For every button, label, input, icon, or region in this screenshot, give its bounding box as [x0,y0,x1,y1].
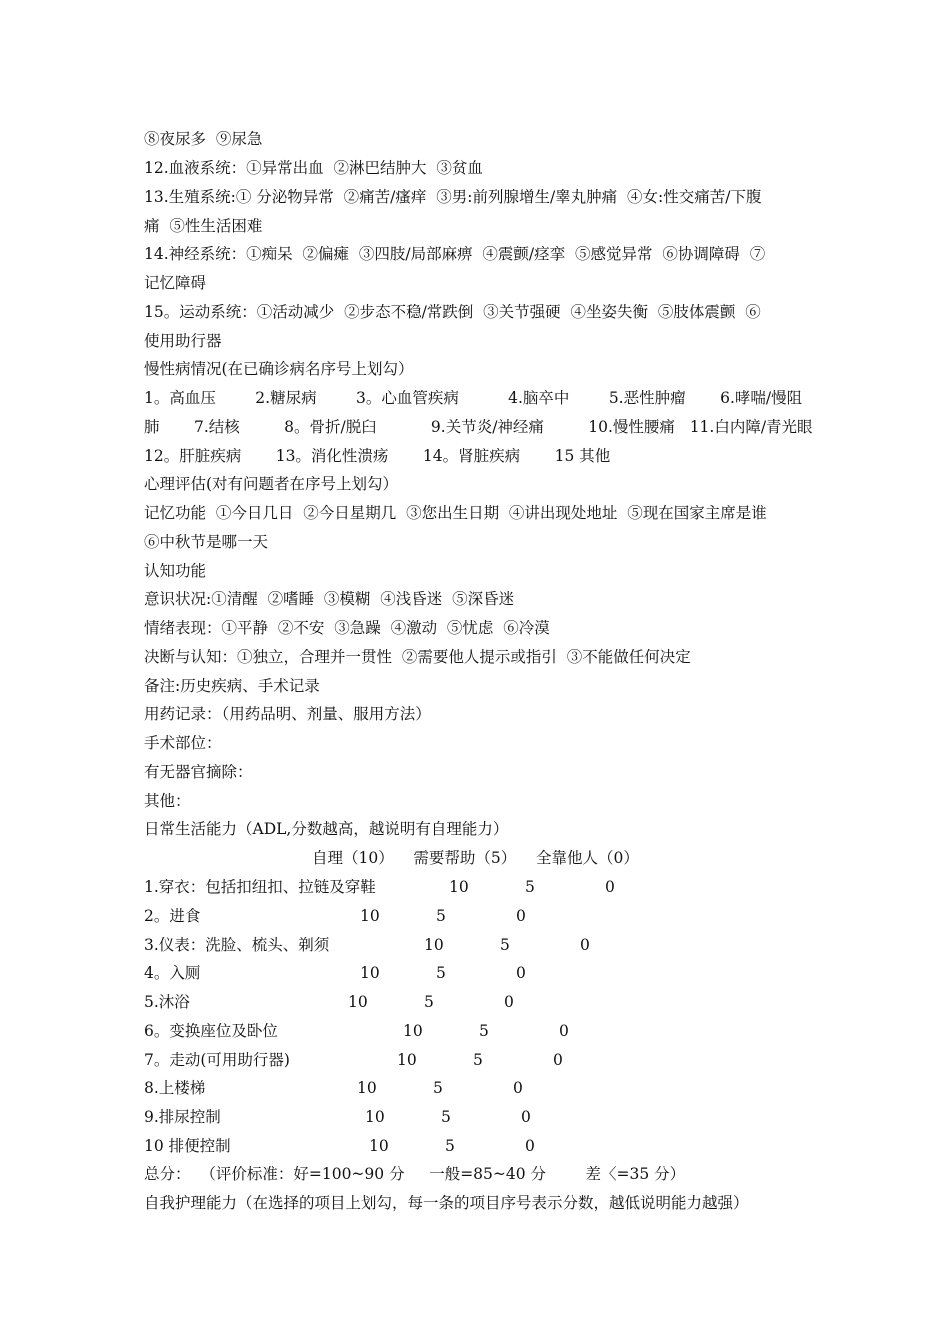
text-line: 肺 7.结核 8。骨折/脱臼 9.关节炎/神经痛 10.慢性腰痛 11.白内障/青光眼 [144,418,813,436]
text-line: 情绪表现：①平静 ②不安 ③急躁 ④激动 ⑤忧虑 ⑥冷漠 [144,619,550,637]
score-0: 0 [516,964,526,982]
score-5: 5 [445,1137,455,1155]
adl-row [0,1050,950,1070]
text-line: 15。运动系统：①活动减少 ②步态不稳/常跌倒 ③关节强硬 ④坐姿失衡 ⑤肢体震颤 ⑥ [144,303,761,321]
score-5: 5 [436,907,446,925]
score-5: 5 [473,1051,483,1069]
score-10: 10 [360,964,380,982]
adl-row [0,992,950,1012]
text-line: 14.神经系统：①痴呆 ②偏瘫 ③四肢/局部麻痹 ④震颤/痉挛 ⑤感觉异常 ⑥协调障碍 ⑦ [144,245,766,263]
text-line: 其他： [144,792,191,810]
total-score-line: 总分： （评价标准：好=100~90 分 一般=85~40 分 差〈=35 分） [144,1165,686,1183]
score-10: 10 [357,1079,377,1097]
score-10: 10 [369,1137,389,1155]
adl-item-label: 9.排尿控制 [144,1108,221,1126]
text-line: 记忆功能 ①今日几日 ②今日星期几 ③您出生日期 ④讲出现处地址 ⑤现在国家主席是谁 [144,504,767,522]
adl-row [0,1078,950,1098]
adl-row [0,1136,950,1156]
adl-row [0,1021,950,1041]
text-line: 痛 ⑤性生活困难 [144,217,263,235]
adl-row [0,1107,950,1127]
score-5: 5 [525,878,535,896]
section-heading: 慢性病情况(在已确诊病名序号上划勾） [144,360,414,378]
score-0: 0 [525,1137,535,1155]
text-line: 有无器官摘除： [144,763,253,781]
adl-row [0,963,950,983]
adl-row [0,935,950,955]
adl-item-label: 7。走动(可用助行器) [144,1051,290,1069]
score-10: 10 [397,1051,417,1069]
score-10: 10 [348,993,368,1011]
section-heading: 日常生活能力（ADL,分数越高，越说明有自理能力） [144,820,509,838]
adl-item-label: 6。变换座位及卧位 [144,1022,278,1040]
score-0: 0 [504,993,514,1011]
adl-item-label: 1.穿衣：包括扣纽扣、拉链及穿鞋 [144,878,376,896]
text-line: 意识状况:①清醒 ②嗜睡 ③模糊 ④浅昏迷 ⑤深昏迷 [144,590,515,608]
adl-item-label: 2。进食 [144,907,201,925]
adl-item-label: 4。入厕 [144,964,201,982]
adl-item-label: 5.沐浴 [144,993,190,1011]
text-line: 备注:历史疾病、手术记录 [144,677,320,695]
score-0: 0 [521,1108,531,1126]
score-10: 10 [403,1022,423,1040]
adl-header: 自理（10） 需要帮助（5） 全靠他人（0） [312,849,639,867]
text-line: 使用助行器 [144,332,222,350]
adl-item-label: 3.仪表：洗脸、梳头、剃须 [144,936,330,954]
text-line: 13.生殖系统:① 分泌物异常 ②痛苦/瘙痒 ③男:前列腺增生/睾丸肿痛 ④女:性交痛苦/下腹 [144,188,762,206]
score-5: 5 [441,1108,451,1126]
score-10: 10 [360,907,380,925]
text-line: 用药记录：（用药品明、剂量、服用方法） [144,705,431,723]
score-5: 5 [500,936,510,954]
text-line: 记忆障碍 [144,274,207,292]
text-line: ⑧夜尿多 ⑨尿急 [144,130,263,148]
score-10: 10 [449,878,469,896]
score-10: 10 [365,1108,385,1126]
score-0: 0 [559,1022,569,1040]
score-0: 0 [516,907,526,925]
score-0: 0 [553,1051,563,1069]
score-10: 10 [424,936,444,954]
score-5: 5 [424,993,434,1011]
text-line: 手术部位： [144,734,222,752]
score-0: 0 [513,1079,523,1097]
text-line: 12.血液系统：①异常出血 ②淋巴结肿大 ③贫血 [144,159,483,177]
adl-row [0,877,950,897]
score-0: 0 [605,878,615,896]
text-line: 12。肝脏疾病 13。消化性溃疡 14。肾脏疾病 15 其他 [144,447,611,465]
text-line: 决断与认知：①独立，合理并一贯性 ②需要他人提示或指引 ③不能做任何决定 [144,648,691,666]
adl-row [0,906,950,926]
section-heading: 心理评估(对有问题者在序号上划勾） [144,475,399,493]
adl-item-label: 10 排便控制 [144,1137,231,1155]
score-5: 5 [479,1022,489,1040]
adl-item-label: 8.上楼梯 [144,1079,206,1097]
text-line: 认知功能 [144,562,207,580]
score-0: 0 [580,936,590,954]
section-heading: 自我护理能力（在选择的项目上划勾，每一条的项目序号表示分数，越低说明能力越强） [144,1194,749,1212]
text-line: ⑥中秋节是哪一天 [144,533,269,551]
score-5: 5 [433,1079,443,1097]
text-line: 1。高血压 2.糖尿病 3。心血管疾病 4.脑卒中 5.恶性肿瘤 6.哮喘/慢阻 [144,389,803,407]
score-5: 5 [436,964,446,982]
